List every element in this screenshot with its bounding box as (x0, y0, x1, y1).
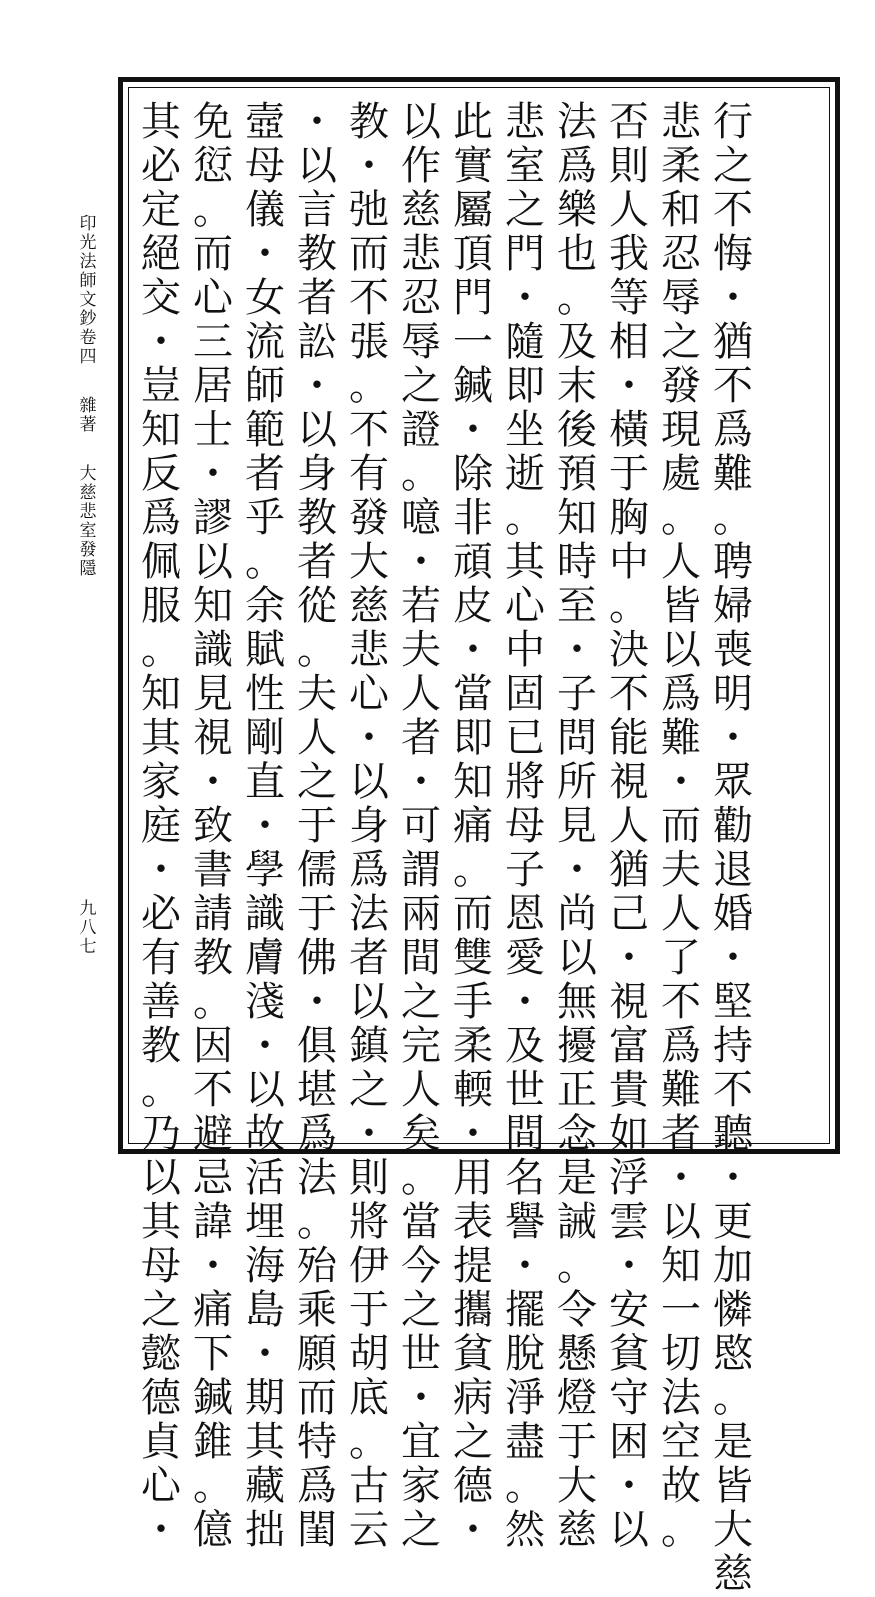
text-column: 壼 母 儀 ・ 女 流 師 範 者 乎 。 余 賦 性 剛 直 ・ 學 識 膚 淺 ・ 以 故 活 埋 海 島 ・ 期 其 藏 拙 (245, 99, 285, 1553)
text-column: 悲 柔 和 忍 辱 之 發 現 處 。 人 皆 以 爲 難 ・ 而 夫 人 了 不 爲 難 者 ・ 以 知 一 切 法 空 故 。 (661, 99, 701, 1553)
text-column: 此 實 屬 頂 門 一 鍼 ・ 除 非 頑 皮 ・ 當 即 知 痛 。 而 雙 手 柔 輭 ・ 用 表 提 攜 貧 病 之 德 ・ (453, 99, 493, 1553)
text-column: 行 之 不 悔 ・ 猶 不 爲 難 。 聘 婦 喪 明 ・ 眾 勸 退 婚 ・ 堅 持 不 聽 ・ 更 加 憐 愍 。 是 皆 大 慈 (713, 99, 753, 1597)
page-number: 九 八 七 (79, 899, 97, 957)
text-column: 教 ・ 弛 而 不 張 。 不 有 發 大 慈 悲 心 ・ 以 身 爲 法 者 以 鎮 之 ・ 則 將 伊 于 胡 底 。 古 云 (349, 99, 389, 1553)
text-column: 以 作 慈 悲 忍 辱 之 證 。 噫 ・ 若 夫 人 者 ・ 可 謂 兩 間 之 完 人 矣 。 當 今 之 世 ・ 宜 家 之 (401, 99, 441, 1553)
section-label: 雜 著 (79, 396, 97, 435)
article-title: 大 慈 悲 室 發 隱 (79, 464, 97, 579)
text-column: 法 爲 樂 也 。 及 末 後 預 知 時 至 ・ 子 問 所 見 ・ 尚 以 無 擾 正 念 是 誡 。 令 懸 燈 于 大 慈 (557, 99, 597, 1553)
text-column: 免 愆 。 而 心 三 居 士 ・ 謬 以 知 識 見 視 ・ 致 書 請 教 。 因 不 避 忌 諱 ・ 痛 下 鍼 錐 。 億 (193, 99, 233, 1553)
book-title: 印 光 法 師 文 鈔 卷 四 (79, 214, 97, 367)
text-column: 悲 室 之 門 ・ 隨 即 坐 逝 。 其 心 中 固 已 將 母 子 恩 愛 ・ 及 世 間 名 譽 ・ 擺 脫 淨 盡 。 然 (505, 99, 545, 1553)
text-column: 其 必 定 絕 交 ・ 豈 知 反 爲 佩 服 。 知 其 家 庭 ・ 必 有 善 教 。 乃 以 其 母 之 懿 德 貞 心 ・ (141, 99, 181, 1553)
text-column: 否 則 人 我 等 相 ・ 橫 于 胸 中 。 決 不 能 視 人 猶 己 ・ 視 富 貴 如 浮 雲 ・ 安 貧 守 困 ・ 以 (609, 99, 649, 1553)
margin-header (76, 215, 100, 579)
text-column: ・ 以 言 教 者 訟 ・ 以 身 教 者 從 。 夫 人 之 于 儒 于 佛 ・ 俱 堪 爲 法 。 殆 乘 願 而 特 爲 閨 (297, 99, 337, 1553)
